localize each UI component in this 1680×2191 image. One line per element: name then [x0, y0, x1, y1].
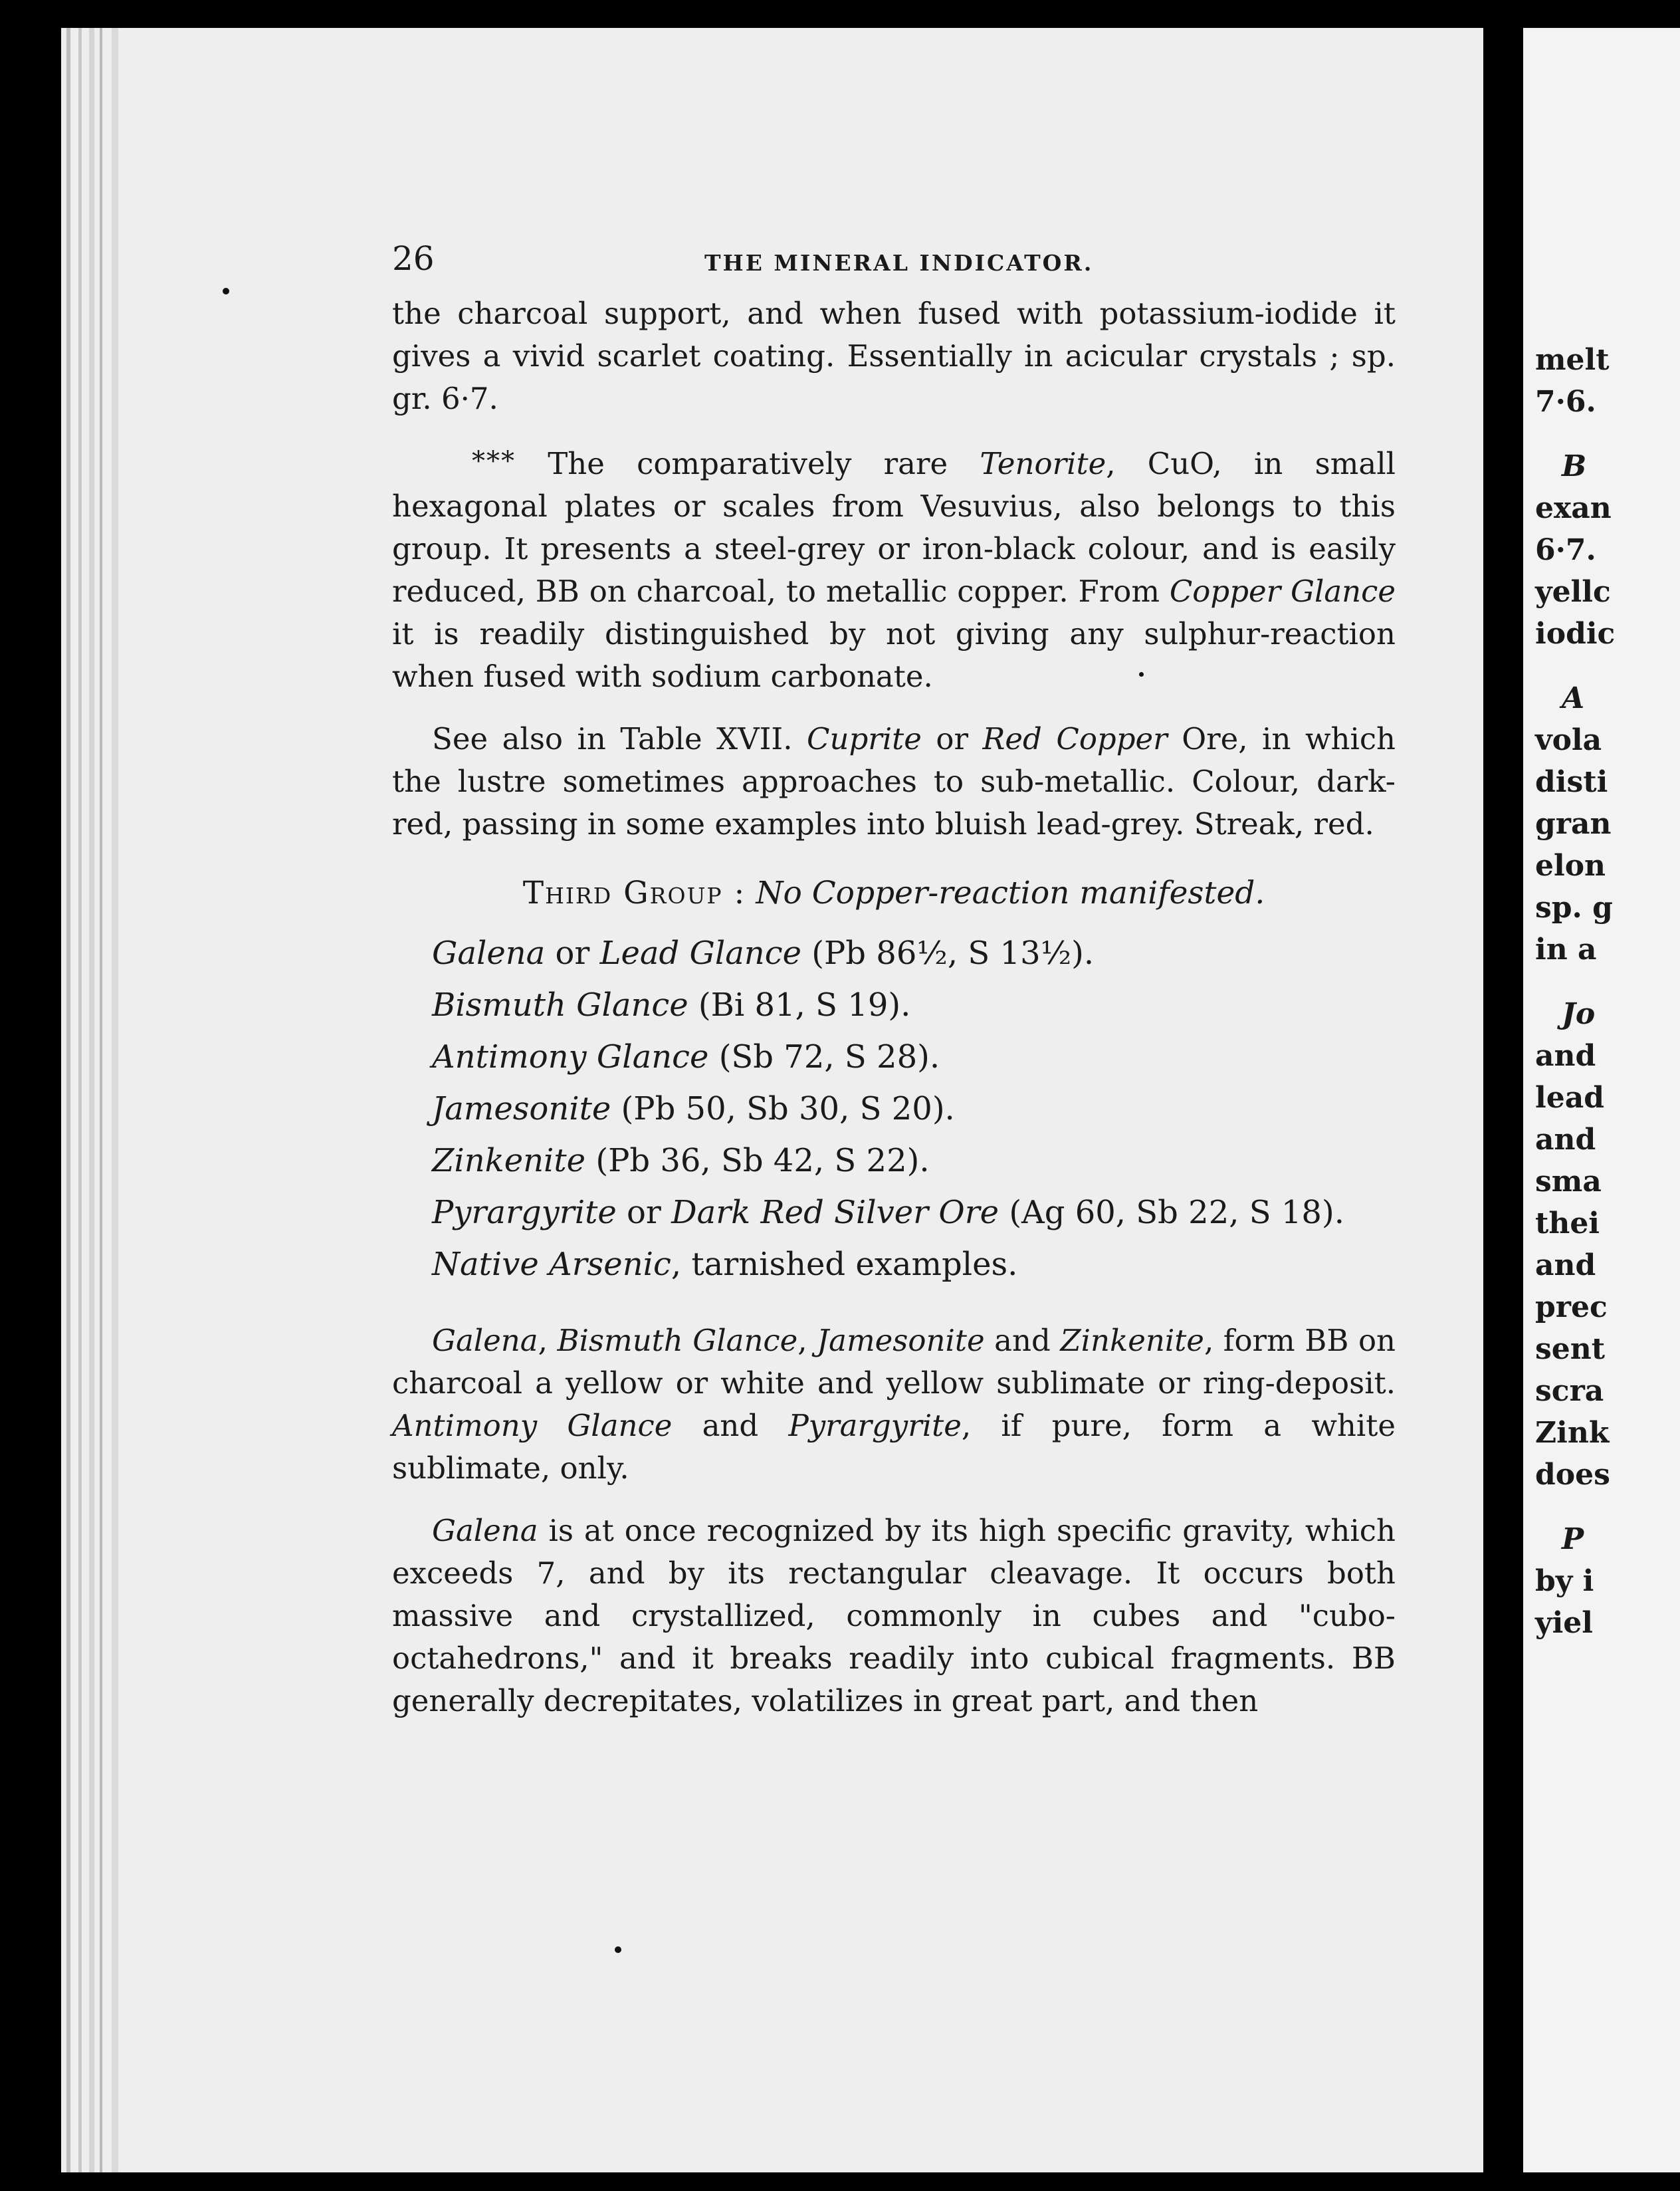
facing-line: disti [1535, 765, 1608, 799]
book-gutter [1483, 0, 1523, 2191]
facing-line: thei [1535, 1207, 1600, 1240]
facing-line: melt [1535, 343, 1610, 377]
facing-line [1535, 655, 1615, 677]
facing-line: sent [1535, 1332, 1606, 1366]
facing-line: elon [1535, 849, 1606, 883]
facing-line: exan [1535, 491, 1612, 525]
paragraph-tenorite: *** The comparatively rare Tenorite, CuO, in small hexagonal plates or scales from Vesuvius, also belongs to this group. It presents a steel-grey or iron-black colour, and is easily reduced, BB on charcoal, to metallic copper. From Copper Glance it is readily distinguished by not giving any sulphur-reaction when fused with sodium carbonate. [392, 440, 1396, 698]
facing-line: does [1535, 1458, 1610, 1492]
facing-line: and [1535, 1248, 1596, 1282]
page-edge [100, 28, 102, 2172]
speck [615, 1946, 621, 1953]
facing-line: gran [1535, 807, 1612, 841]
paragraph-1: the charcoal support, and when fused with potassium-iodide it gives a vivid scarlet coating. Essentially in acicular crystals ; sp. gr. 6·7. [392, 296, 1396, 416]
scan-border-top [0, 0, 1680, 28]
facing-line: yiel [1535, 1606, 1593, 1640]
term-red-copper: Red Copper [982, 721, 1168, 756]
page-edge [112, 28, 118, 2172]
page-edge [89, 28, 94, 2172]
facing-line: in a [1535, 933, 1597, 967]
group-heading [392, 875, 1396, 911]
term-tenorite: Tenorite [980, 446, 1106, 481]
facing-line [1535, 1496, 1615, 1518]
list-item: Antimony Glance (Sb 72, S 28). [432, 1038, 940, 1076]
facing-line: P [1562, 1522, 1584, 1556]
running-title: THE MINERAL INDICATOR. [704, 250, 1094, 276]
facing-line: scra [1535, 1374, 1604, 1408]
facing-line: 7·6. [1535, 385, 1596, 419]
list-item: Jamesonite (Pb 50, Sb 30, S 20). [432, 1090, 955, 1127]
asterism: *** [472, 446, 516, 477]
term-cuprite: Cuprite [807, 721, 922, 756]
paragraph-see-also: See also in Table XVII. Cuprite or Red Copper Ore, in which the lustre sometimes approaches to sub-metallic. Colour, dark-red, passing in some examples into bluish lead-grey. Streak, red. [392, 721, 1396, 842]
facing-line: iodic [1535, 617, 1616, 651]
page-text [392, 239, 1396, 1722]
facing-line: sp. g [1535, 891, 1613, 925]
facing-line: and [1535, 1123, 1596, 1157]
term-copper-glance: Copper Glance [1169, 574, 1396, 609]
facing-line: B [1562, 449, 1587, 483]
facing-line: by i [1535, 1564, 1594, 1598]
paragraph-galena: Galena is at once recognized by its high specific gravity, which exceeds 7, and by its rectangular cleavage. It occurs both massive and crystallized, commonly in cubes and "cubo-octahedrons," and it breaks readily into cubical fragments. BB generally decrepitates, volatilizes in great part, and then [392, 1513, 1396, 1718]
facing-line: prec [1535, 1290, 1608, 1324]
facing-line: 6·7. [1535, 533, 1596, 567]
facing-page-text [1535, 339, 1615, 1644]
facing-line: lead [1535, 1081, 1604, 1115]
page-number: 26 [392, 239, 435, 278]
facing-line: vola [1535, 723, 1602, 757]
paragraph-sublimates: Galena, Bismuth Glance, Jamesonite and Zinkenite, form BB on charcoal a yellow or white and yellow sublimate or ring-deposit. Antimony Glance and Pyrargyrite, if pure, form a white sublimate, only. [392, 1323, 1396, 1486]
facing-line: Jo [1562, 997, 1596, 1031]
list-item: Pyrargyrite or Dark Red Silver Ore (Ag 60, Sb 22, S 18). [432, 1194, 1344, 1231]
facing-line [1535, 423, 1615, 445]
page-edge [78, 28, 82, 2172]
facing-line [1535, 971, 1615, 993]
group-title: No Copper-reaction manifested. [756, 875, 1265, 911]
running-head [392, 239, 1396, 292]
list-item: Native Arsenic, tarnished examples. [432, 1246, 1018, 1283]
facing-line: yellc [1535, 575, 1611, 609]
group-label: Third Group : [522, 875, 746, 911]
facing-line: Zink [1535, 1416, 1610, 1450]
scan-border-left [0, 0, 61, 2191]
facing-line: sma [1535, 1165, 1602, 1199]
list-item: Bismuth Glance (Bi 81, S 19). [432, 986, 911, 1024]
list-item: Galena or Lead Glance (Pb 86½, S 13½). [432, 935, 1095, 972]
list-item: Zinkenite (Pb 36, Sb 42, S 22). [432, 1142, 930, 1179]
mineral-list [432, 927, 1396, 1290]
facing-line: and [1535, 1039, 1596, 1073]
speck [223, 288, 229, 294]
facing-line: A [1562, 681, 1585, 715]
scan-border-bottom [0, 2172, 1680, 2191]
page-edge [66, 28, 70, 2172]
